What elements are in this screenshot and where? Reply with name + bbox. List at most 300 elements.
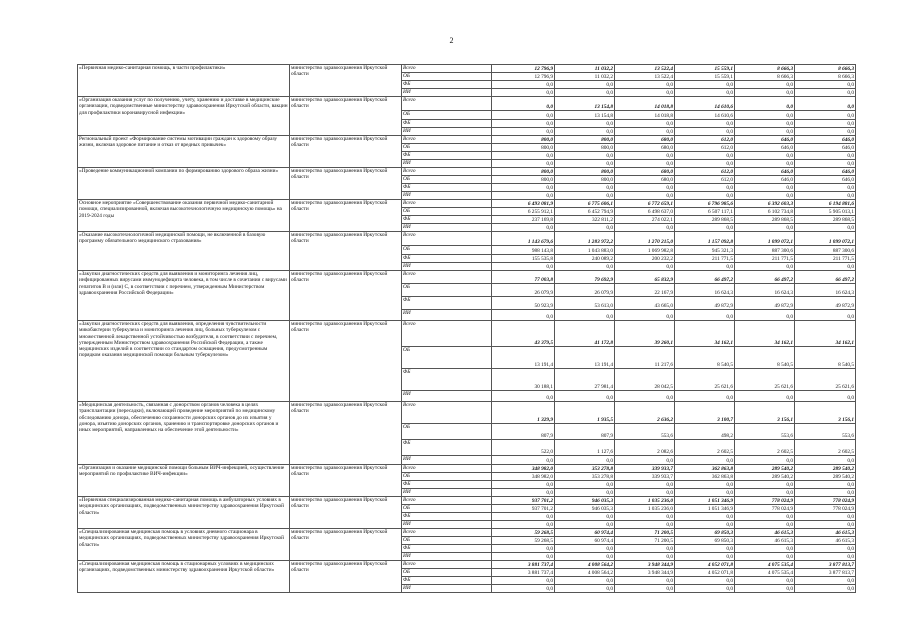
amount-cell: 348 982,0 xyxy=(492,473,555,481)
amount-cell: 348 982,0 xyxy=(492,465,555,473)
amount-cell: 6 194 881,6 xyxy=(795,200,856,208)
amount-cell: 0,0 xyxy=(555,553,615,561)
amount-cell: 4 075 535,4 xyxy=(735,569,795,577)
funding-source: Всего xyxy=(402,168,492,176)
event-name: «Организация и оказание медицинской помощи больным ВИЧ-инфекцией, осуществление мероприятий по профилактике ВИЧ-инфекции» xyxy=(78,465,290,497)
amount-cell: 2 082,6 xyxy=(615,440,675,456)
funding-source: Всего xyxy=(402,497,492,505)
amount-cell: 0,0 xyxy=(555,263,615,271)
amount-cell: 6 796 985,6 xyxy=(675,200,735,208)
amount-cell: 0,0 xyxy=(492,224,555,232)
funding-source: Всего xyxy=(402,232,492,246)
amount-cell: 289 540,2 xyxy=(795,465,856,473)
funding-source: ОБ xyxy=(402,144,492,152)
funding-source: ОБ xyxy=(402,424,492,440)
amount-cell: 6 507 117,1 xyxy=(675,208,735,216)
amount-cell: 0,0 xyxy=(795,89,856,97)
amount-cell: 0,0 xyxy=(735,128,795,136)
funding-source: ФБ xyxy=(402,152,492,160)
funding-source: ФБ xyxy=(402,120,492,128)
amount-cell: 362 863,8 xyxy=(675,465,735,473)
amount-cell: 2 636,2 xyxy=(615,402,675,424)
amount-cell: 0,0 xyxy=(492,545,555,553)
amount-cell: 0,0 xyxy=(555,89,615,97)
amount-cell: 0,0 xyxy=(735,111,795,120)
amount-cell: 0,0 xyxy=(492,152,555,160)
funding-source: ФБ xyxy=(402,545,492,553)
amount-cell: 26 079,9 xyxy=(492,284,555,297)
amount-cell: 11 032,2 xyxy=(555,73,615,81)
amount-cell: 339 933,7 xyxy=(615,473,675,481)
amount-cell: 15 559,1 xyxy=(675,65,735,73)
amount-cell: 1 035 236,0 xyxy=(615,505,675,513)
amount-cell: 59 268,5 xyxy=(492,537,555,545)
amount-cell: 11 217,6 xyxy=(615,347,675,369)
amount-cell: 50 923,9 xyxy=(492,297,555,310)
amount-cell: 46 615,3 xyxy=(795,529,856,537)
amount-cell: 0,0 xyxy=(735,120,795,128)
amount-cell: 13 154,8 xyxy=(555,111,615,120)
amount-cell: 43 379,5 xyxy=(492,321,555,347)
amount-cell: 4 052 071,8 xyxy=(675,561,735,569)
amount-cell: 0,0 xyxy=(735,160,795,168)
page-number: 2 xyxy=(449,36,454,45)
amount-cell: 289 868,5 xyxy=(735,216,795,224)
funding-source: ОБ xyxy=(402,537,492,545)
amount-cell: 0,0 xyxy=(555,513,615,521)
amount-cell: 3 881 737,4 xyxy=(492,569,555,577)
amount-cell: 0,0 xyxy=(735,553,795,561)
amount-cell: 0,0 xyxy=(555,489,615,497)
amount-cell: 12 796,9 xyxy=(492,73,555,81)
funding-source: ИИ xyxy=(402,224,492,232)
budget-table xyxy=(77,64,856,593)
amount-cell: 16 624,3 xyxy=(735,284,795,297)
responsible-executor: министерство здравоохранения Иркутской области xyxy=(290,402,402,465)
amount-cell: 3 156,1 xyxy=(735,402,795,424)
amount-cell: 4 008 564,2 xyxy=(555,569,615,577)
responsible-executor: министерство здравоохранения Иркутской области xyxy=(290,200,402,232)
amount-cell: 0,0 xyxy=(675,481,735,489)
amount-cell: 0,0 xyxy=(675,160,735,168)
amount-cell: 680,0 xyxy=(615,176,675,184)
amount-cell: 680,0 xyxy=(615,136,675,144)
funding-source: ИИ xyxy=(402,192,492,200)
amount-cell: 800,0 xyxy=(492,144,555,152)
amount-cell: 6 255 912,1 xyxy=(492,208,555,216)
amount-cell: 680,0 xyxy=(615,144,675,152)
amount-cell: 34 162,1 xyxy=(795,321,856,347)
amount-cell: 4 052 071,8 xyxy=(675,569,735,577)
amount-cell: 0,0 xyxy=(795,184,856,192)
amount-cell: 0,0 xyxy=(795,513,856,521)
funding-source: ФБ xyxy=(402,184,492,192)
amount-cell: 800,0 xyxy=(492,168,555,176)
funding-source: Всего xyxy=(402,136,492,144)
event-name: «Специализированная медицинская помощь в стационарных условиях в медицинских организациях, подведомственных министерству здравоохранения Иркутской области» xyxy=(78,561,290,593)
amount-cell: 289 540,2 xyxy=(735,465,795,473)
funding-source: Всего xyxy=(402,65,492,73)
amount-cell: 69 850,3 xyxy=(675,537,735,545)
amount-cell: 0,0 xyxy=(615,152,675,160)
amount-cell: 26 079,9 xyxy=(555,284,615,297)
amount-cell: 0,0 xyxy=(795,192,856,200)
funding-source: ОБ xyxy=(402,473,492,481)
funding-source: ФБ xyxy=(402,577,492,585)
funding-source: ОБ xyxy=(402,176,492,184)
amount-cell: 800,0 xyxy=(555,176,615,184)
amount-cell: 14 610,6 xyxy=(675,111,735,120)
amount-cell: 0,0 xyxy=(735,81,795,89)
amount-cell: 0,0 xyxy=(615,585,675,593)
table-row xyxy=(78,136,856,144)
amount-cell: 13 191,4 xyxy=(555,347,615,369)
funding-source: ФБ xyxy=(402,513,492,521)
funding-source: ОБ xyxy=(402,569,492,577)
funding-source: ИИ xyxy=(402,310,492,321)
amount-cell: 778 024,9 xyxy=(735,497,795,505)
amount-cell: 3 877 813,7 xyxy=(795,569,856,577)
amount-cell: 0,0 xyxy=(492,89,555,97)
amount-cell: 0,0 xyxy=(735,224,795,232)
amount-cell: 612,0 xyxy=(675,144,735,152)
amount-cell: 0,0 xyxy=(615,184,675,192)
amount-cell: 46 615,3 xyxy=(735,537,795,545)
table-row xyxy=(78,232,856,246)
amount-cell: 0,0 xyxy=(492,120,555,128)
amount-cell: 800,0 xyxy=(555,136,615,144)
funding-source: Всего xyxy=(402,561,492,569)
responsible-executor: министерство здравоохранения Иркутской области xyxy=(290,465,402,497)
event-name: «Оказание высокотехнологичной медицинской помощи, не включенной в базовую программу обязательного медицинского страхования» xyxy=(78,232,290,271)
amount-cell: 16 624,3 xyxy=(795,284,856,297)
amount-cell: 1 051 346,9 xyxy=(675,505,735,513)
amount-cell: 14 610,6 xyxy=(675,97,735,111)
amount-cell: 498,2 xyxy=(675,424,735,440)
amount-cell: 0,0 xyxy=(675,263,735,271)
amount-cell: 0,0 xyxy=(735,577,795,585)
amount-cell: 12 796,9 xyxy=(492,65,555,73)
amount-cell: 0,0 xyxy=(795,81,856,89)
amount-cell: 0,0 xyxy=(492,128,555,136)
funding-source: ИИ xyxy=(402,263,492,271)
amount-cell: 646,0 xyxy=(735,136,795,144)
amount-cell: 0,0 xyxy=(735,89,795,97)
amount-cell: 4 075 535,4 xyxy=(735,561,795,569)
responsible-executor: министерство здравоохранения Иркутской области xyxy=(290,561,402,593)
amount-cell: 13 522,4 xyxy=(615,73,675,81)
amount-cell: 0,0 xyxy=(492,263,555,271)
amount-cell: 0,0 xyxy=(675,513,735,521)
amount-cell: 0,0 xyxy=(555,184,615,192)
funding-source: ФБ xyxy=(402,81,492,89)
amount-cell: 0,0 xyxy=(735,585,795,593)
amount-cell: 522,0 xyxy=(492,440,555,456)
amount-cell: 1 099 072,1 xyxy=(795,232,856,246)
amount-cell: 800,0 xyxy=(492,176,555,184)
amount-cell: 0,0 xyxy=(795,263,856,271)
amount-cell: 0,0 xyxy=(492,310,555,321)
event-name: «Закупки диагностических средств для выявления, определения чувствительности микобактерии туберкулеза и мониторинга лечения лиц, больных туберкулезом с множественной лекарственной устойчивостью возбудителя, в соответствии с перечнем, утвержденным Министерством здравоохранения Российской Федерации, а также медицинских изделий в соответствии со стандартом оснащения, предусмотренным порядком оказания медицинской помощи больным туберкулезом» xyxy=(78,321,290,402)
amount-cell: 0,0 xyxy=(735,391,795,402)
amount-cell: 8 666,3 xyxy=(795,65,856,73)
funding-source: ОБ xyxy=(402,73,492,81)
amount-cell: 13 154,8 xyxy=(555,97,615,111)
amount-cell: 0,0 xyxy=(675,391,735,402)
amount-cell: 71 200,5 xyxy=(615,529,675,537)
amount-cell: 0,0 xyxy=(795,489,856,497)
amount-cell: 0,0 xyxy=(615,310,675,321)
amount-cell: 0,0 xyxy=(795,553,856,561)
amount-cell: 612,0 xyxy=(675,136,735,144)
amount-cell: 28 042,5 xyxy=(615,369,675,391)
amount-cell: 14 018,8 xyxy=(615,97,675,111)
amount-cell: 322 811,2 xyxy=(555,216,615,224)
amount-cell: 77 003,8 xyxy=(492,271,555,284)
funding-source: ФБ xyxy=(402,440,492,456)
amount-cell: 0,0 xyxy=(615,81,675,89)
amount-cell: 646,0 xyxy=(735,168,795,176)
amount-cell: 5 905 013,1 xyxy=(795,208,856,216)
event-name: «Проведение коммуникационной компании по формированию здорового образа жизни» xyxy=(78,168,290,200)
amount-cell: 0,0 xyxy=(795,391,856,402)
amount-cell: 69 850,3 xyxy=(675,529,735,537)
amount-cell: 1 043 883,0 xyxy=(555,246,615,255)
amount-cell: 0,0 xyxy=(492,513,555,521)
amount-cell: 289 540,2 xyxy=(795,473,856,481)
amount-cell: 13 522,4 xyxy=(615,65,675,73)
responsible-executor: министерство здравоохранения Иркутской области xyxy=(290,529,402,561)
amount-cell: 0,0 xyxy=(735,481,795,489)
amount-cell: 66 497,2 xyxy=(735,271,795,284)
amount-cell: 0,0 xyxy=(615,192,675,200)
amount-cell: 240 089,2 xyxy=(555,255,615,263)
amount-cell: 211 771,5 xyxy=(675,255,735,263)
amount-cell: 0,0 xyxy=(795,585,856,593)
amount-cell: 0,0 xyxy=(675,128,735,136)
amount-cell: 0,0 xyxy=(615,521,675,529)
amount-cell: 16 624,3 xyxy=(675,284,735,297)
amount-cell: 0,0 xyxy=(492,456,555,465)
amount-cell: 0,0 xyxy=(555,585,615,593)
amount-cell: 0,0 xyxy=(555,521,615,529)
amount-cell: 0,0 xyxy=(492,481,555,489)
amount-cell: 0,0 xyxy=(615,128,675,136)
amount-cell: 0,0 xyxy=(555,120,615,128)
amount-cell: 13 191,4 xyxy=(492,347,555,369)
table-row xyxy=(78,465,856,473)
amount-cell: 211 771,5 xyxy=(735,255,795,263)
amount-cell: 0,0 xyxy=(492,489,555,497)
amount-cell: 0,0 xyxy=(555,481,615,489)
amount-cell: 6 493 081,9 xyxy=(492,200,555,208)
funding-source: ИИ xyxy=(402,521,492,529)
amount-cell: 0,0 xyxy=(615,513,675,521)
responsible-executor: министерство здравоохранения Иркутской области xyxy=(290,271,402,321)
amount-cell: 0,0 xyxy=(735,184,795,192)
amount-cell: 46 615,3 xyxy=(735,529,795,537)
amount-cell: 0,0 xyxy=(675,553,735,561)
amount-cell: 646,0 xyxy=(795,168,856,176)
amount-cell: 1 935,5 xyxy=(555,402,615,424)
amount-cell: 0,0 xyxy=(615,391,675,402)
amount-cell: 8 666,3 xyxy=(735,65,795,73)
amount-cell: 945 321,3 xyxy=(675,246,735,255)
amount-cell: 612,0 xyxy=(675,176,735,184)
amount-cell: 59 268,5 xyxy=(492,529,555,537)
funding-source: ОБ xyxy=(402,284,492,297)
amount-cell: 8 666,3 xyxy=(795,73,856,81)
amount-cell: 0,0 xyxy=(615,553,675,561)
amount-cell: 0,0 xyxy=(492,391,555,402)
amount-cell: 22 167,9 xyxy=(615,284,675,297)
amount-cell: 8 666,3 xyxy=(735,73,795,81)
responsible-executor: министерство здравоохранения Иркутской области xyxy=(290,136,402,168)
funding-source: ФБ xyxy=(402,216,492,224)
event-name: Основное мероприятие «Совершенствование оказания первичной медико-санитарной помощи, специализированной, включая высокотехнологичную медицинскую помощь» на 2019-2024 годы xyxy=(78,200,290,232)
amount-cell: 0,0 xyxy=(615,481,675,489)
event-name: «Специализированная медицинская помощь в условиях дневного стационара в медицинских организациях, подведомственных министерству здравоохранения Иркутской области» xyxy=(78,529,290,561)
amount-cell: 0,0 xyxy=(555,81,615,89)
amount-cell: 2 602,5 xyxy=(795,440,856,456)
table-row xyxy=(78,321,856,347)
amount-cell: 887 300,6 xyxy=(795,246,856,255)
amount-cell: 807,9 xyxy=(555,424,615,440)
amount-cell: 14 018,8 xyxy=(615,111,675,120)
amount-cell: 937 701,2 xyxy=(492,497,555,505)
amount-cell: 646,0 xyxy=(735,176,795,184)
amount-cell: 680,0 xyxy=(615,168,675,176)
funding-source: ОБ xyxy=(402,208,492,216)
funding-source: ИИ xyxy=(402,128,492,136)
amount-cell: 65 832,9 xyxy=(615,271,675,284)
amount-cell: 778 024,9 xyxy=(795,497,856,505)
amount-cell: 553,6 xyxy=(735,424,795,440)
amount-cell: 211 771,5 xyxy=(795,255,856,263)
amount-cell: 0,0 xyxy=(615,160,675,168)
responsible-executor: министерство здравоохранения Иркутской области xyxy=(290,97,402,136)
amount-cell: 0,0 xyxy=(492,111,555,120)
amount-cell: 30 188,1 xyxy=(492,369,555,391)
amount-cell: 3 948 344,9 xyxy=(615,569,675,577)
amount-cell: 71 200,5 xyxy=(615,537,675,545)
table-row xyxy=(78,97,856,111)
amount-cell: 0,0 xyxy=(615,489,675,497)
amount-cell: 1 069 982,8 xyxy=(615,246,675,255)
amount-cell: 289 868,5 xyxy=(675,216,735,224)
amount-cell: 0,0 xyxy=(675,192,735,200)
amount-cell: 0,0 xyxy=(795,224,856,232)
amount-cell: 200 232,2 xyxy=(615,255,675,263)
amount-cell: 3 100,7 xyxy=(675,402,735,424)
amount-cell: 0,0 xyxy=(735,310,795,321)
amount-cell: 0,0 xyxy=(795,128,856,136)
amount-cell: 8 540,5 xyxy=(675,347,735,369)
funding-source: ОБ xyxy=(402,111,492,120)
amount-cell: 0,0 xyxy=(492,160,555,168)
amount-cell: 0,0 xyxy=(615,224,675,232)
funding-source: Всего xyxy=(402,402,492,424)
amount-cell: 553,6 xyxy=(795,424,856,440)
amount-cell: 353 278,8 xyxy=(555,473,615,481)
amount-cell: 0,0 xyxy=(675,184,735,192)
amount-cell: 0,0 xyxy=(555,577,615,585)
funding-source: ИИ xyxy=(402,456,492,465)
amount-cell: 39 260,1 xyxy=(615,321,675,347)
amount-cell: 0,0 xyxy=(675,456,735,465)
amount-cell: 0,0 xyxy=(492,553,555,561)
funding-source: Всего xyxy=(402,321,492,347)
amount-cell: 0,0 xyxy=(555,128,615,136)
amount-cell: 6 498 637,0 xyxy=(615,208,675,216)
amount-cell: 34 162,1 xyxy=(675,321,735,347)
amount-cell: 3 156,1 xyxy=(795,402,856,424)
amount-cell: 6 392 603,3 xyxy=(735,200,795,208)
amount-cell: 8 540,5 xyxy=(735,347,795,369)
event-name: «Медицинская деятельность, связанная с донорством органов человека в целях трансплантации (пересадки), включающей проведение мероприятий по медицинскому обследованию донора, обеспечению сохранности донорских органов до их изъятия у донора, изъятию донорских органов, хранению и транспортировке донорских органов и иных мероприятий, направленных на обеспечение этой деятельности» xyxy=(78,402,290,465)
amount-cell: 274 022,1 xyxy=(615,216,675,224)
amount-cell: 1 157 092,8 xyxy=(675,232,735,246)
amount-cell: 0,0 xyxy=(675,545,735,553)
amount-cell: 0,0 xyxy=(795,160,856,168)
amount-cell: 0,0 xyxy=(492,577,555,585)
amount-cell: 49 872,9 xyxy=(735,297,795,310)
table-row xyxy=(78,271,856,284)
amount-cell: 0,0 xyxy=(492,97,555,111)
amount-cell: 887 300,6 xyxy=(735,246,795,255)
amount-cell: 0,0 xyxy=(555,545,615,553)
amount-cell: 0,0 xyxy=(735,521,795,529)
amount-cell: 0,0 xyxy=(675,577,735,585)
amount-cell: 289 540,2 xyxy=(735,473,795,481)
amount-cell: 778 024,9 xyxy=(795,505,856,513)
amount-cell: 0,0 xyxy=(615,120,675,128)
amount-cell: 0,0 xyxy=(735,545,795,553)
amount-cell: 0,0 xyxy=(795,545,856,553)
amount-cell: 0,0 xyxy=(675,585,735,593)
amount-cell: 0,0 xyxy=(675,310,735,321)
amount-cell: 66 497,2 xyxy=(675,271,735,284)
funding-source: ОБ xyxy=(402,246,492,255)
amount-cell: 0,0 xyxy=(615,263,675,271)
amount-cell: 0,0 xyxy=(735,97,795,111)
amount-cell: 0,0 xyxy=(555,456,615,465)
amount-cell: 0,0 xyxy=(675,120,735,128)
amount-cell: 0,0 xyxy=(675,81,735,89)
amount-cell: 79 692,9 xyxy=(555,271,615,284)
amount-cell: 0,0 xyxy=(795,456,856,465)
amount-cell: 0,0 xyxy=(555,391,615,402)
amount-cell: 3 877 813,7 xyxy=(795,561,856,569)
amount-cell: 53 613,0 xyxy=(555,297,615,310)
amount-cell: 937 701,2 xyxy=(492,505,555,513)
responsible-executor: министерство здравоохранения Иркутской области xyxy=(290,497,402,529)
amount-cell: 0,0 xyxy=(555,310,615,321)
amount-cell: 553,6 xyxy=(615,424,675,440)
amount-cell: 0,0 xyxy=(555,160,615,168)
amount-cell: 0,0 xyxy=(735,192,795,200)
amount-cell: 0,0 xyxy=(615,89,675,97)
responsible-executor: министерство здравоохранения Иркутской области xyxy=(290,65,402,97)
table-row xyxy=(78,402,856,424)
funding-source: Всего xyxy=(402,465,492,473)
amount-cell: 66 497,2 xyxy=(795,271,856,284)
amount-cell: 0,0 xyxy=(795,481,856,489)
amount-cell: 8 540,5 xyxy=(795,347,856,369)
amount-cell: 800,0 xyxy=(555,168,615,176)
amount-cell: 0,0 xyxy=(675,521,735,529)
amount-cell: 353 278,8 xyxy=(555,465,615,473)
